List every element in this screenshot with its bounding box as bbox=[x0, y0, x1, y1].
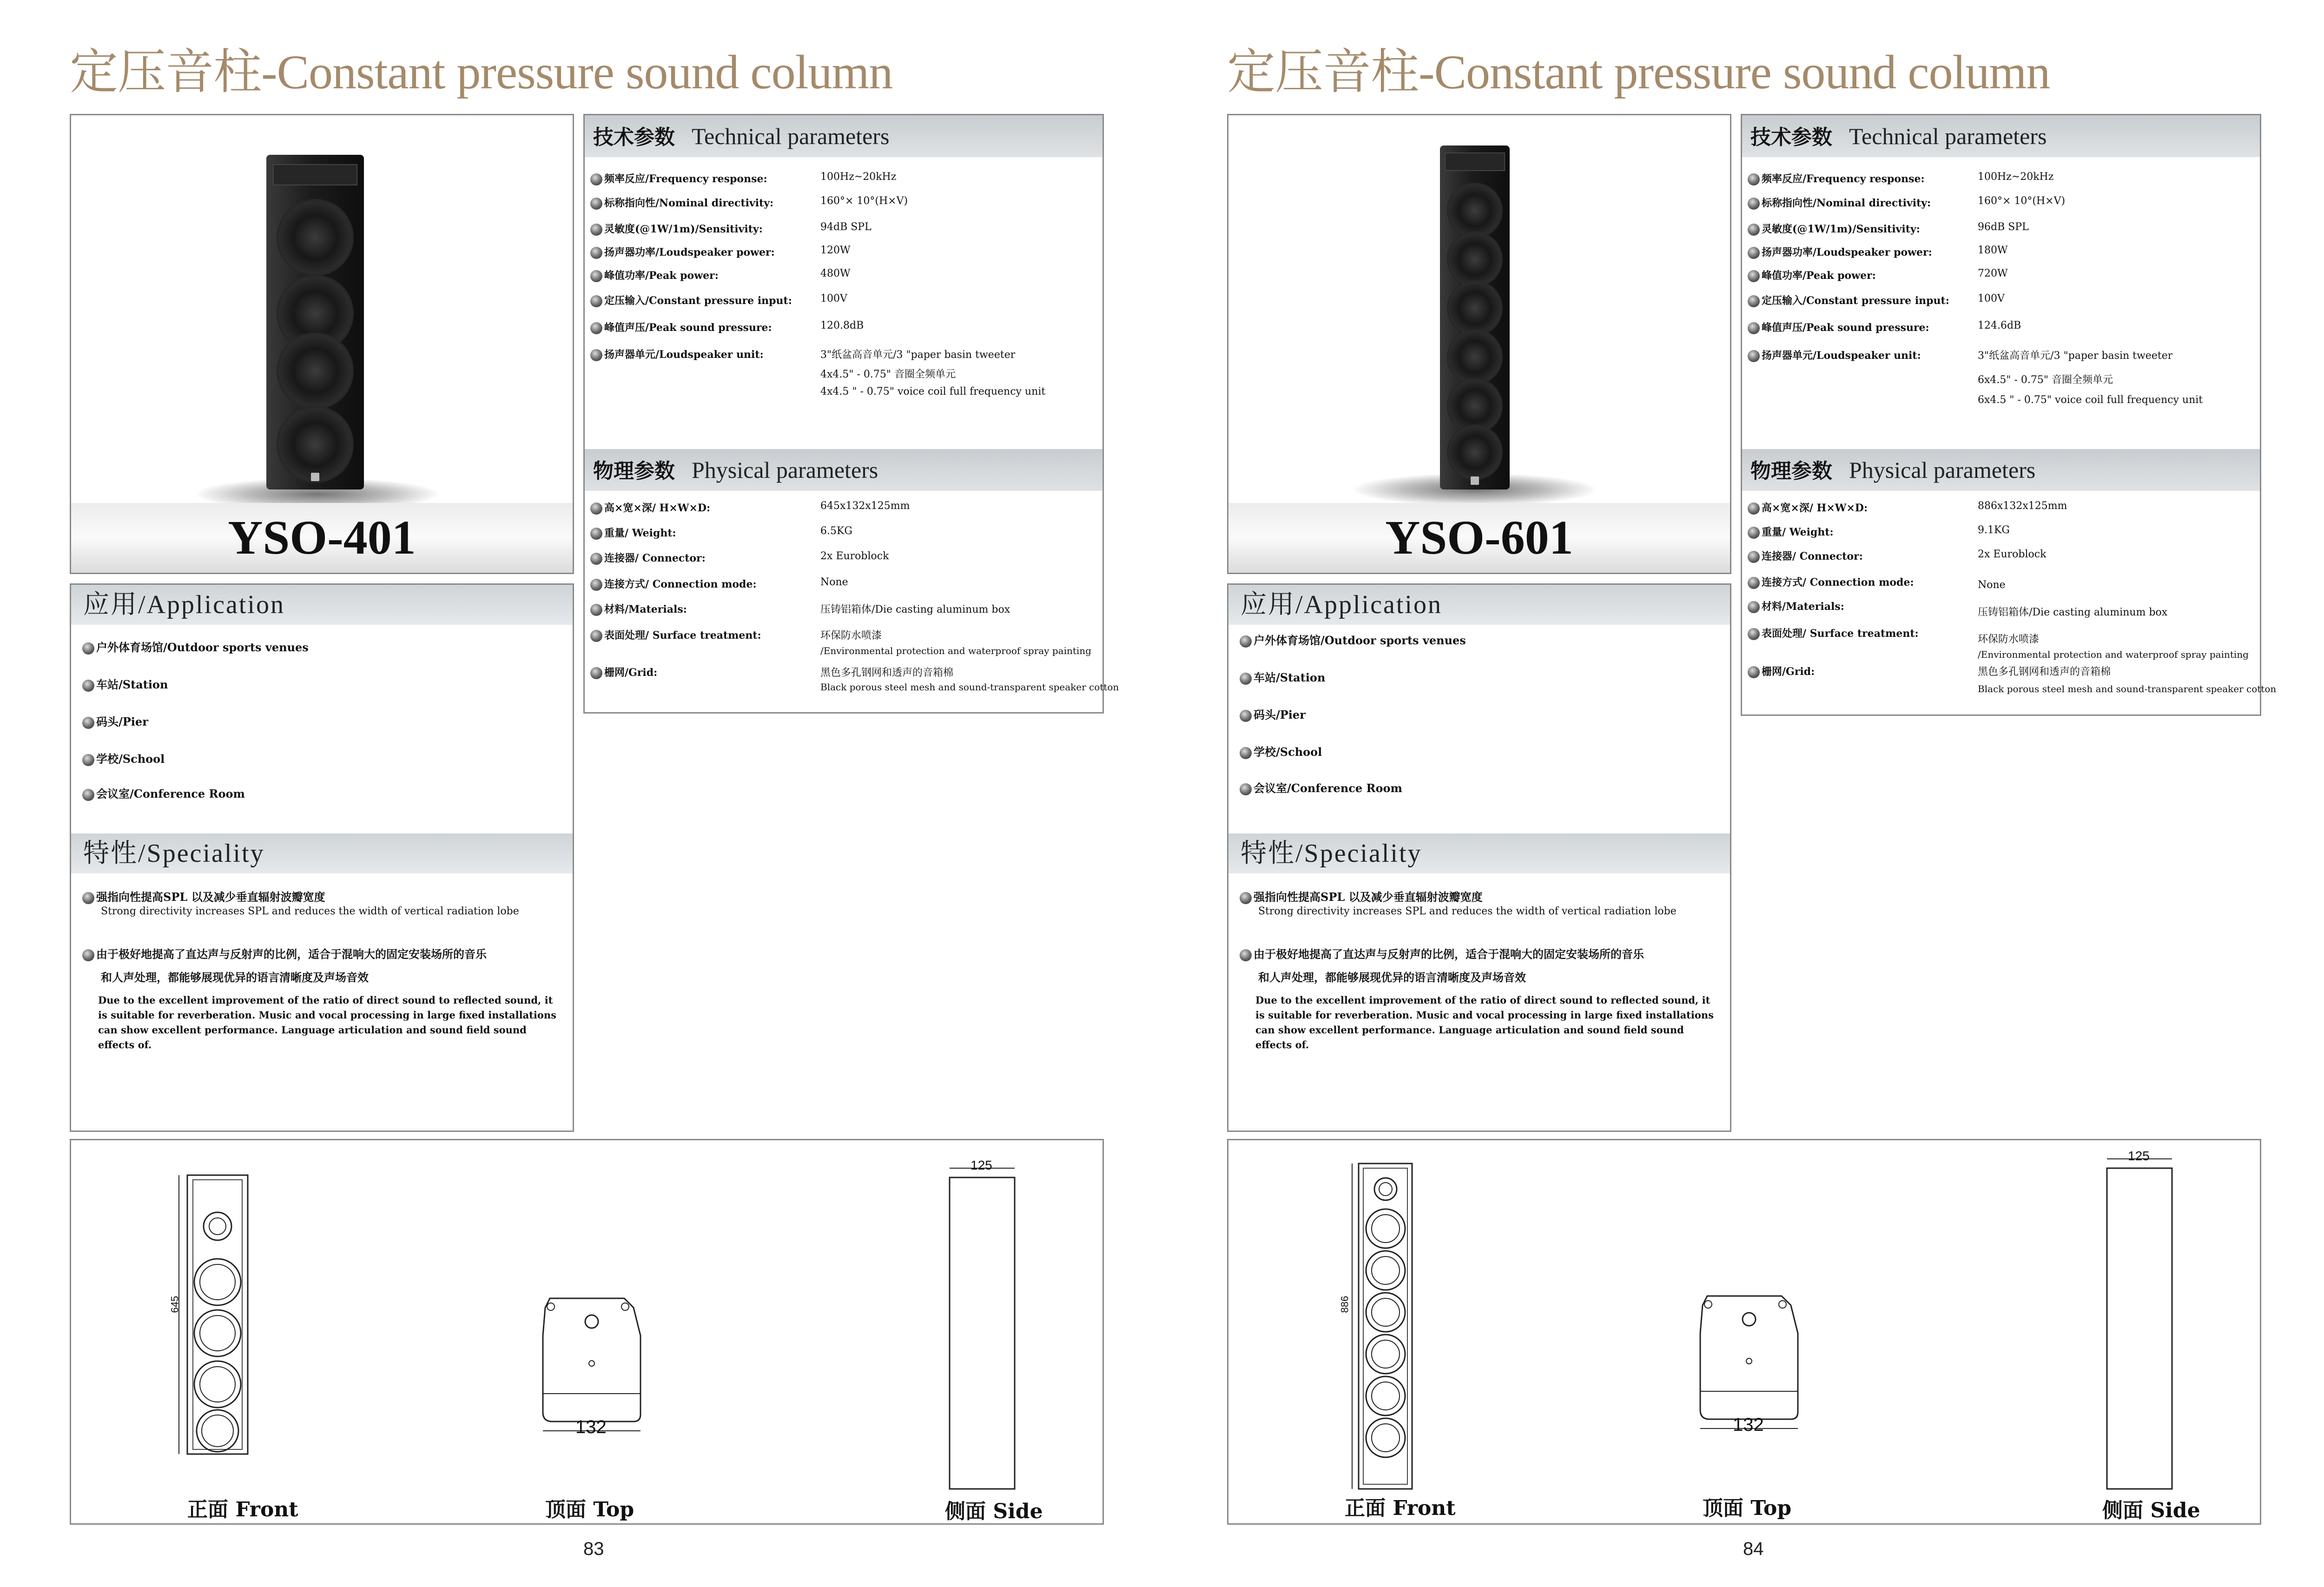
bullet-icon bbox=[590, 224, 602, 236]
bullet-icon bbox=[590, 667, 602, 679]
physical-header: 物理参数 Physical parameters bbox=[585, 449, 1103, 491]
dimension-drawings bbox=[70, 1139, 1104, 1525]
caption-side: 侧面 Side bbox=[945, 1500, 1043, 1523]
application-header: 应用/Application bbox=[1228, 585, 1730, 625]
product-photo bbox=[1228, 115, 1730, 506]
bullet-icon bbox=[1240, 710, 1252, 722]
application-item: 户外体育场馆/Outdoor sports venues bbox=[82, 638, 309, 655]
bullet-icon bbox=[82, 789, 94, 801]
bullet-icon bbox=[590, 630, 602, 642]
page-title: 定压音柱-Constant pressure sound column bbox=[1227, 46, 2050, 99]
speciality-header: 特性/Speciality bbox=[1228, 833, 1730, 873]
bullet-icon bbox=[1748, 527, 1760, 539]
speaker-driver bbox=[1447, 329, 1503, 385]
speciality-item-2-en: Due to the excellent improvement of the ratio of direct sound to reflected sound, it is suitable for reverberation. Music and vocal processing in large fixed installations can show excellent performance. Language articulation and sound field sound effects of. bbox=[98, 994, 556, 1051]
bullet-icon bbox=[590, 247, 602, 259]
bullet-icon bbox=[1240, 673, 1252, 685]
side-outline bbox=[2107, 1168, 2172, 1489]
bullet-icon bbox=[590, 528, 602, 540]
application-item: 会议室/Conference Room bbox=[82, 785, 245, 801]
application-item: 户外体育场馆/Outdoor sports venues bbox=[1240, 631, 1466, 648]
bullet-icon bbox=[1748, 577, 1760, 589]
bullet-icon bbox=[590, 503, 602, 515]
side-view-drawing bbox=[945, 1159, 1019, 1494]
application-speciality-panel bbox=[1227, 583, 1731, 1132]
bullet-icon bbox=[82, 680, 94, 692]
speciality-item-1-cn: 强指向性提高SPL 以及减少垂直辐射波瓣宽度 bbox=[1240, 888, 1483, 904]
application-speciality-panel bbox=[70, 583, 574, 1132]
application-item: 会议室/Conference Room bbox=[1240, 779, 1402, 795]
parameters-panel: 技术参数 Technical parameters 频率反应/Frequency response: 100Hz~20kHz 标称指向性/Nominal directivity: 160°× 10°(H×V) 灵敏度(@1W/1m)/Sensitivity: 94dB SPL 扬声器功率/Loudspeaker power: 120W 峰值功率/Peak power: 480W 定压输入/Constant pressure input: 100V 峰值声压/Peak sound pressure: 120.8dB 扬声器单元/Loudspeaker unit: 3"纸盆高音单元/3 "paper basin tweeter 4x4.5" - 0.75" 音圈全频单元 4x4.5 " - 0.75" voice coil full frequency unit 物理参数 Physical parameters 高×宽×深/ H×W×D: 645x132x125mm 重量/ Weight: 6.5KG 连接器/ Connector: 2x Euroblock 连接方式/ Connection mode: None 材料/Materials: 压铸铝箱体/Die casting aluminum box 表面处理/ Surface treatment: 环保防水喷漆 /Environmental protection and waterproof spray painting 栅网/Grid: 黑色多孔钢网和透声的音箱棉 Black porous steel mesh and sound-transparent speaker cotton bbox=[583, 114, 1104, 714]
physical-header: 物理参数 Physical parameters bbox=[1742, 449, 2260, 491]
bullet-icon bbox=[1748, 224, 1760, 236]
front-tweeter bbox=[204, 1212, 231, 1240]
speciality-item-2-cn-line2: 和人声处理，都能够展现优异的语言清晰度及声场音效 bbox=[1258, 971, 1526, 984]
speciality-item-2-cn: 由于极好地提高了直达声与反射声的比例，适合于混响大的固定安装场所的音乐 bbox=[82, 945, 487, 961]
bullet-icon bbox=[1748, 173, 1760, 185]
bullet-icon bbox=[590, 198, 602, 210]
application-item: 车站/Station bbox=[82, 675, 168, 692]
dim-depth-label: 125 bbox=[2128, 1149, 2150, 1163]
bullet-icon bbox=[590, 270, 602, 282]
bullet-icon bbox=[1240, 635, 1252, 648]
speaker-driver bbox=[277, 406, 354, 483]
bullet-icon bbox=[82, 754, 94, 766]
catalog-page-right bbox=[1157, 0, 2321, 1587]
application-item: 学校/School bbox=[1240, 743, 1322, 759]
bullet-icon bbox=[1748, 270, 1760, 282]
bullet-icon bbox=[1748, 198, 1760, 210]
bullet-icon bbox=[1240, 949, 1252, 961]
bullet-icon bbox=[1240, 892, 1252, 904]
front-driver bbox=[194, 1310, 241, 1356]
bullet-icon bbox=[1240, 783, 1252, 795]
dim-height-label: 886 bbox=[1339, 1296, 1351, 1313]
speaker-top-tweeter bbox=[1445, 152, 1505, 171]
model-name: YSO-401 bbox=[228, 511, 416, 564]
speciality-header: 特性/Speciality bbox=[71, 833, 573, 873]
dim-depth-label: 125 bbox=[971, 1158, 992, 1172]
front-outline bbox=[187, 1175, 248, 1454]
bullet-icon bbox=[590, 295, 602, 307]
speciality-item-2-en: Due to the excellent improvement of the ratio of direct sound to reflected sound, it is suitable for reverberation. Music and vocal processing in large fixed installations can show excellent performance. Language articulation and sound field sound effects of. bbox=[1255, 994, 1714, 1051]
bullet-icon bbox=[590, 553, 602, 565]
front-driver bbox=[194, 1259, 241, 1305]
bullet-icon bbox=[590, 173, 602, 185]
product-image-panel bbox=[70, 114, 574, 574]
speciality-item-1-en: Strong directivity increases SPL and reduces the width of vertical radiation lobe bbox=[101, 906, 519, 917]
top-outline bbox=[1700, 1296, 1798, 1419]
caption-top: 顶面 Top bbox=[1703, 1496, 1792, 1520]
caption-front: 正面 Front bbox=[187, 1498, 298, 1521]
page-number: 83 bbox=[583, 1539, 604, 1559]
caption-front: 正面 Front bbox=[1345, 1496, 1456, 1520]
speaker-driver bbox=[277, 199, 354, 276]
bullet-icon bbox=[82, 949, 94, 961]
bullet-icon bbox=[82, 642, 94, 655]
speaker-column-photo bbox=[266, 155, 364, 489]
product-photo bbox=[71, 115, 573, 506]
top-outline bbox=[543, 1298, 640, 1422]
caption-side: 侧面 Side bbox=[2102, 1499, 2200, 1522]
bullet-icon bbox=[82, 892, 94, 904]
application-header: 应用/Application bbox=[71, 585, 573, 625]
technical-header: 技术参数 Technical parameters bbox=[585, 115, 1103, 157]
bullet-icon bbox=[1748, 350, 1760, 362]
bullet-icon bbox=[1748, 666, 1760, 678]
front-tweeter bbox=[1374, 1178, 1397, 1200]
speciality-item-1-en: Strong directivity increases SPL and reduces the width of vertical radiation lobe bbox=[1258, 906, 1677, 917]
model-band bbox=[71, 503, 573, 573]
bullet-icon bbox=[590, 349, 602, 361]
speciality-item-2-cn-line2: 和人声处理，都能够展现优异的语言清晰度及声场音效 bbox=[101, 971, 369, 984]
application-item: 码头/Pier bbox=[1240, 706, 1306, 722]
top-view-drawing bbox=[527, 1294, 666, 1433]
bullet-icon bbox=[1748, 551, 1760, 563]
speaker-driver bbox=[277, 332, 354, 410]
application-item: 码头/Pier bbox=[82, 713, 148, 729]
speciality-item-1-cn: 强指向性提高SPL 以及减少垂直辐射波瓣宽度 bbox=[82, 888, 325, 904]
bullet-icon bbox=[1748, 503, 1760, 515]
bullet-icon bbox=[1748, 295, 1760, 307]
parameters-panel: 技术参数 Technical parameters 频率反应/Frequency response: 100Hz~20kHz 标称指向性/Nominal directivity: 160°× 10°(H×V) 灵敏度(@1W/1m)/Sensitivity: 96dB SPL 扬声器功率/Loudspeaker power: 180W 峰值功率/Peak power: 720W 定压输入/Constant pressure input: 100V 峰值声压/Peak sound pressure: 124.6dB 扬声器单元/Loudspeaker unit: 3"纸盆高音单元/3 "paper basin tweeter 6x4.5" - 0.75" 音圈全频单元 6x4.5 " - 0.75" voice coil full frequency unit 物理参数 Physical parameters 高×宽×深/ H×W×D: 886x132x125mm 重量/ Weight: 9.1KG 连接器/ Connector: 2x Euroblock 连接方式/ Connection mode: None 材料/Materials: 压铸铝箱体/Die casting aluminum box 表面处理/ Surface treatment: 环保防水喷漆 /Environmental protection and waterproof spray painting 栅网/Grid: 黑色多孔钢网和透声的音箱棉 Black porous steel mesh and sound-transparent speaker cotton bbox=[1741, 114, 2261, 716]
bullet-icon bbox=[590, 604, 602, 616]
speaker-driver bbox=[1447, 280, 1503, 336]
product-image-panel bbox=[1227, 114, 1731, 574]
bullet-icon bbox=[1240, 747, 1252, 759]
bullet-icon bbox=[1748, 601, 1760, 613]
speciality-item-2-cn: 由于极好地提高了直达声与反射声的比例，适合于混响大的固定安装场所的音乐 bbox=[1240, 945, 1644, 961]
front-view-drawing bbox=[1349, 1159, 1424, 1494]
page-number: 84 bbox=[1743, 1539, 1764, 1559]
speaker-column-photo bbox=[1440, 145, 1510, 489]
bullet-icon bbox=[1748, 322, 1760, 334]
application-item: 车站/Station bbox=[1240, 668, 1325, 685]
front-driver bbox=[197, 1410, 238, 1452]
speaker-driver bbox=[1447, 183, 1503, 238]
speaker-driver bbox=[1447, 424, 1503, 480]
side-outline bbox=[950, 1177, 1015, 1489]
caption-top: 顶面 Top bbox=[545, 1498, 634, 1521]
model-name: YSO-601 bbox=[1385, 511, 1573, 564]
speaker-top-tweeter bbox=[273, 164, 357, 185]
dim-width-label: 132 bbox=[575, 1417, 607, 1437]
model-band bbox=[1228, 503, 1730, 573]
top-view-drawing bbox=[1684, 1291, 1823, 1431]
dimension-drawings bbox=[1227, 1139, 2261, 1525]
speaker-driver bbox=[1447, 231, 1503, 287]
front-view-drawing bbox=[173, 1168, 266, 1456]
dim-width-label: 132 bbox=[1733, 1415, 1764, 1435]
bullet-icon bbox=[590, 579, 602, 591]
brand-logo-icon bbox=[311, 473, 319, 481]
bullet-icon bbox=[1748, 628, 1760, 640]
application-item: 学校/School bbox=[82, 750, 165, 766]
technical-header: 技术参数 Technical parameters bbox=[1742, 115, 2260, 157]
bullet-icon bbox=[82, 717, 94, 729]
dim-height-label: 645 bbox=[169, 1296, 181, 1313]
side-view-drawing bbox=[2102, 1150, 2177, 1494]
page-title: 定压音柱-Constant pressure sound column bbox=[70, 46, 893, 99]
front-driver bbox=[194, 1361, 241, 1408]
bullet-icon bbox=[590, 322, 602, 334]
bullet-icon bbox=[1748, 247, 1760, 259]
brand-logo-icon bbox=[1471, 476, 1479, 485]
